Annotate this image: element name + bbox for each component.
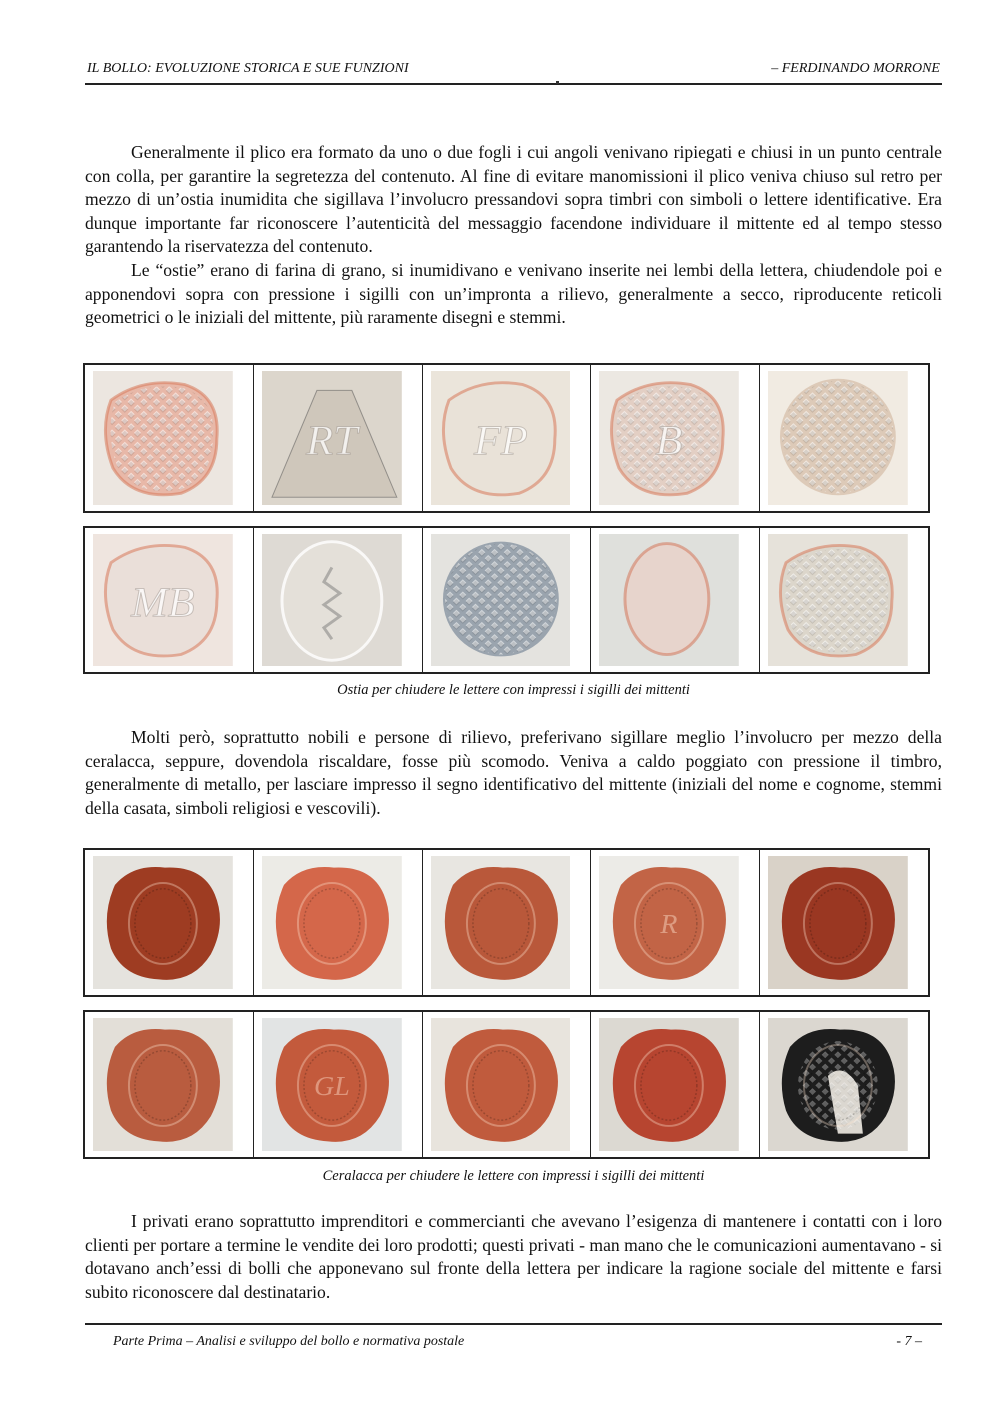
seal-image [262, 1018, 402, 1151]
wax-caption: Ceralacca per chiudere le lettere con impressi i sigilli dei mittenti [322, 1168, 705, 1184]
seal-picture [262, 371, 402, 505]
seal-picture [768, 1018, 908, 1151]
seal-image [599, 371, 739, 505]
seal-cell [85, 1012, 254, 1157]
seal-cell [85, 528, 254, 672]
ostia-row-2 [83, 526, 930, 674]
seal-cell [254, 365, 423, 511]
svg-text:MB: MB [131, 580, 195, 627]
seal-image [262, 856, 402, 989]
seal-image [431, 856, 571, 989]
seal-cell [760, 528, 928, 672]
seal-image [262, 371, 402, 505]
wax-row-2 [83, 1010, 930, 1159]
seal-image [599, 856, 739, 989]
seal-picture [768, 856, 908, 989]
wax-row-1 [83, 848, 930, 997]
svg-text:B: B [655, 417, 683, 465]
svg-text:FP: FP [473, 417, 528, 465]
paragraph-1: Generalmente il plico era formato da uno o due fogli i cui angoli venivano ripiegati e chiusi in un punto centrale con colla, per garantire la segretezza del contenuto. Al fine di evitare manomissioni il plico veniva chiuso sul retro per mezzo di un’ostia inumidita che sigillava l’involucro pressandovi sopra timbri con simboli o lettere identificative. Era dunque importante far riconoscere l’autenticità del messaggio facendone individuare il mittente ed al tempo stesso garantendo la riservatezza del contenuto. [85, 142, 942, 257]
svg-text:R: R [660, 909, 678, 939]
seal-image [599, 534, 739, 666]
paragraph-4: I privati erano soprattutto imprenditori e commercianti che avevano l’esigenza di mantenere i contatti con i loro clienti per portare a termine le vendite dei loro prodotti; questi privati - man mano che le comunicazioni aumentavano - si dotavano anch’essi di bolli che apponevano sul fronte della lettera per indicare la ragione sociale del mittente e farsi subito riconoscere dal destinatario. [85, 1211, 942, 1302]
header-dot [556, 81, 559, 84]
seal-cell [591, 365, 760, 511]
seal-picture [431, 534, 571, 666]
seal-image [768, 856, 908, 989]
seal-cell [760, 850, 928, 995]
seal-cell [423, 1012, 592, 1157]
seal-cell [760, 1012, 928, 1157]
seal-picture [768, 534, 908, 666]
ostia-caption: Ostia per chiudere le lettere con impressi i sigilli dei mittenti [337, 682, 690, 698]
seal-image [768, 1018, 908, 1151]
page-number: - 7 – [896, 1334, 922, 1349]
seal-cell [591, 850, 760, 995]
seal-cell [85, 850, 254, 995]
seal-image [599, 1018, 739, 1151]
footer-section: Parte Prima – Analisi e sviluppo del bollo e normativa postale [113, 1334, 465, 1349]
seal-picture [431, 856, 571, 989]
seal-image [431, 1018, 571, 1151]
seal-picture [93, 856, 233, 989]
seal-cell [254, 1012, 423, 1157]
seal-picture [768, 371, 908, 505]
seal-picture [262, 534, 402, 666]
seal-picture [599, 534, 739, 666]
footer-rule [85, 1323, 942, 1325]
seal-picture [431, 371, 571, 505]
seal-picture [93, 1018, 233, 1151]
seal-picture [599, 371, 739, 505]
seal-image [768, 534, 908, 666]
seal-cell [254, 528, 423, 672]
paragraph-2: Le “ostie” erano di farina di grano, si inumidivano e venivano inserite nei lembi della lettera, chiudendole poi e apponendovi sopra con pressione i sigilli con un’impronta a rilievo, generalmente a secco, riproducente reticoli geometrici o le iniziali del mittente, più raramente disegni e stemmi. [85, 260, 942, 328]
svg-text:GL: GL [313, 1071, 350, 1101]
seal-image [93, 534, 233, 666]
seal-picture [93, 371, 233, 505]
seal-picture [599, 1018, 739, 1151]
seal-image [93, 1018, 233, 1151]
seal-image [93, 371, 233, 505]
header-title: IL BOLLO: EVOLUZIONE STORICA E SUE FUNZIONI [87, 61, 409, 76]
seal-cell [423, 365, 592, 511]
seal-picture [262, 1018, 402, 1151]
page-header [85, 59, 942, 85]
seal-cell [423, 850, 592, 995]
paragraph-3: Molti però, soprattutto nobili e persone di rilievo, preferivano sigillare meglio l’involucro per mezzo della ceralacca, seppure, dovendola riscaldare, fosse più scomodo. Veniva a caldo poggiato con pressione il timbro, generalmente di metallo, per lasciare impresso il segno identificativo del mittente (iniziali del nome e cognome, stemmi della casata, simboli religiosi e vescovili). [85, 727, 942, 818]
seal-picture [431, 1018, 571, 1151]
seal-cell [254, 850, 423, 995]
ostia-row-1 [83, 363, 930, 513]
seal-picture [599, 856, 739, 989]
seal-cell [591, 528, 760, 672]
seal-cell [423, 528, 592, 672]
seal-picture [93, 534, 233, 666]
seal-cell [760, 365, 928, 511]
seal-cell [85, 365, 254, 511]
seal-image [262, 534, 402, 666]
seal-image [768, 371, 908, 505]
seal-image [93, 856, 233, 989]
seal-picture [262, 856, 402, 989]
header-author: – FERDINANDO MORRONE [771, 61, 940, 76]
seal-cell [591, 1012, 760, 1157]
seal-image [431, 534, 571, 666]
seal-image [431, 371, 571, 505]
svg-text:RT: RT [306, 417, 358, 465]
